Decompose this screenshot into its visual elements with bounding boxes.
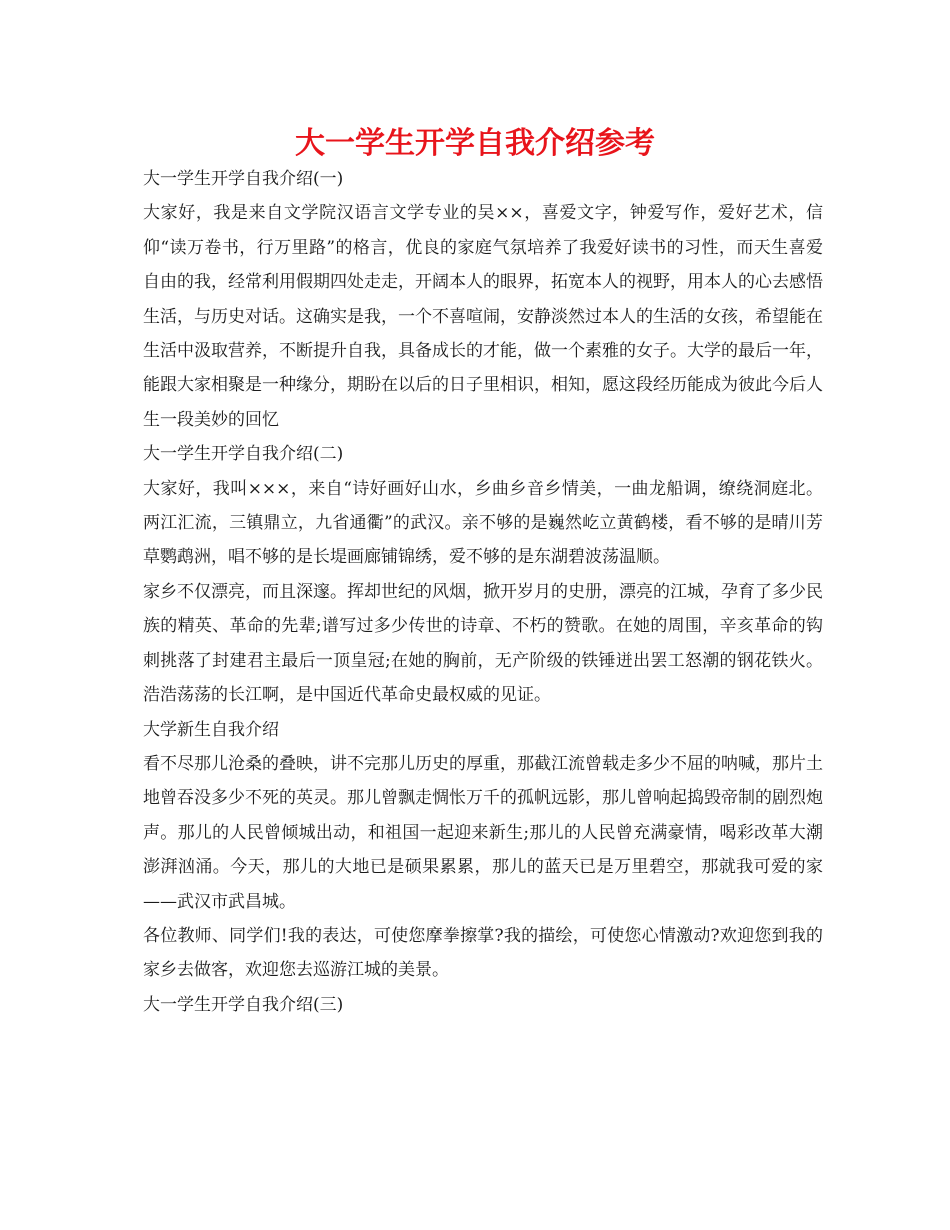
- section-heading-1: 大一学生开学自我介绍(一): [143, 169, 344, 189]
- paragraph-4: 看不尽那儿沧桑的叠映，讲不完那儿历史的厚重，那截江流曾载走多少不屈的呐喊，那片土地曾吞没多少不死的英灵。那儿曾飘走惆怅万千的孤帆远影，那儿曾响起捣毁帝制的剧烈炮声。那儿的人民曾倾城出动，和祖国一起迎来新生;那儿的人民曾充满豪情，喝彩改革大潮澎湃汹涌。今天，那儿的大地已是硕果累累，那儿的蓝天已是万里碧空，那就我可爱的家——武汉市武昌城。: [143, 753, 823, 912]
- paragraph-5: 各位教师、同学们!我的表达，可使您摩拳擦掌?我的描绘，可使您心情激动?欢迎您到我的家乡去做客，欢迎您去巡游江城的美景。: [143, 925, 823, 981]
- paragraph-3: 家乡不仅漂亮，而且深邃。挥却世纪的风烟，掀开岁月的史册，漂亮的江城，孕育了多少民族的精英、革命的先辈;谱写过多少传世的诗章、不朽的赞歌。在她的周围，辛亥革命的钩刺挑落了封建君主最后一顶皇冠;在她的胸前，无产阶级的铁锤迸出罢工怒潮的钢花铁火。浩浩荡荡的长江啊，是中国近代革命史最权威的见证。: [143, 581, 823, 706]
- document-title: 大一学生开学自我介绍参考: [295, 126, 655, 161]
- paragraph-1: 大家好，我是来自文学院汉语言文学专业的吴××，喜爱文字，钟爱写作，爱好艺术，信仰“读万卷书，行万里路”的格言，优良的家庭气氛培养了我爱好读书的习性，而天生喜爱自由的我，经常利用假期四处走走，开阔本人的眼界，拓宽本人的视野，用本人的心去感悟生活，与历史对话。这确实是我，一个不喜喧闹，安静淡然过本人的生活的女孩，希望能在生活中汲取营养，不断提升自我，具备成长的才能，做一个素雅的女子。大学的最后一年，能跟大家相聚是一种缘分，期盼在以后的日子里相识，相知，愿这段经历能成为彼此今后人生一段美妙的回忆: [143, 203, 823, 430]
- section-heading-3: 大学新生自我介绍: [143, 719, 279, 740]
- paragraph-2: 大家好，我叫×××，来自“诗好画好山水，乡曲乡音乡情美，一曲龙船调，缭绕洞庭北。两江汇流，三镇鼎立，九省通衢”的武汉。亲不够的是巍然屹立黄鹤楼，看不够的是晴川芳草鹦鹉洲，唱不够的是长堤画廊铺锦绣，爱不够的是东湖碧波荡温顺。: [143, 478, 823, 568]
- section-heading-4: 大一学生开学自我介绍(三): [143, 994, 344, 1015]
- document-body: [143, 162, 823, 1022]
- section-heading-2: 大一学生开学自我介绍(二): [143, 444, 344, 465]
